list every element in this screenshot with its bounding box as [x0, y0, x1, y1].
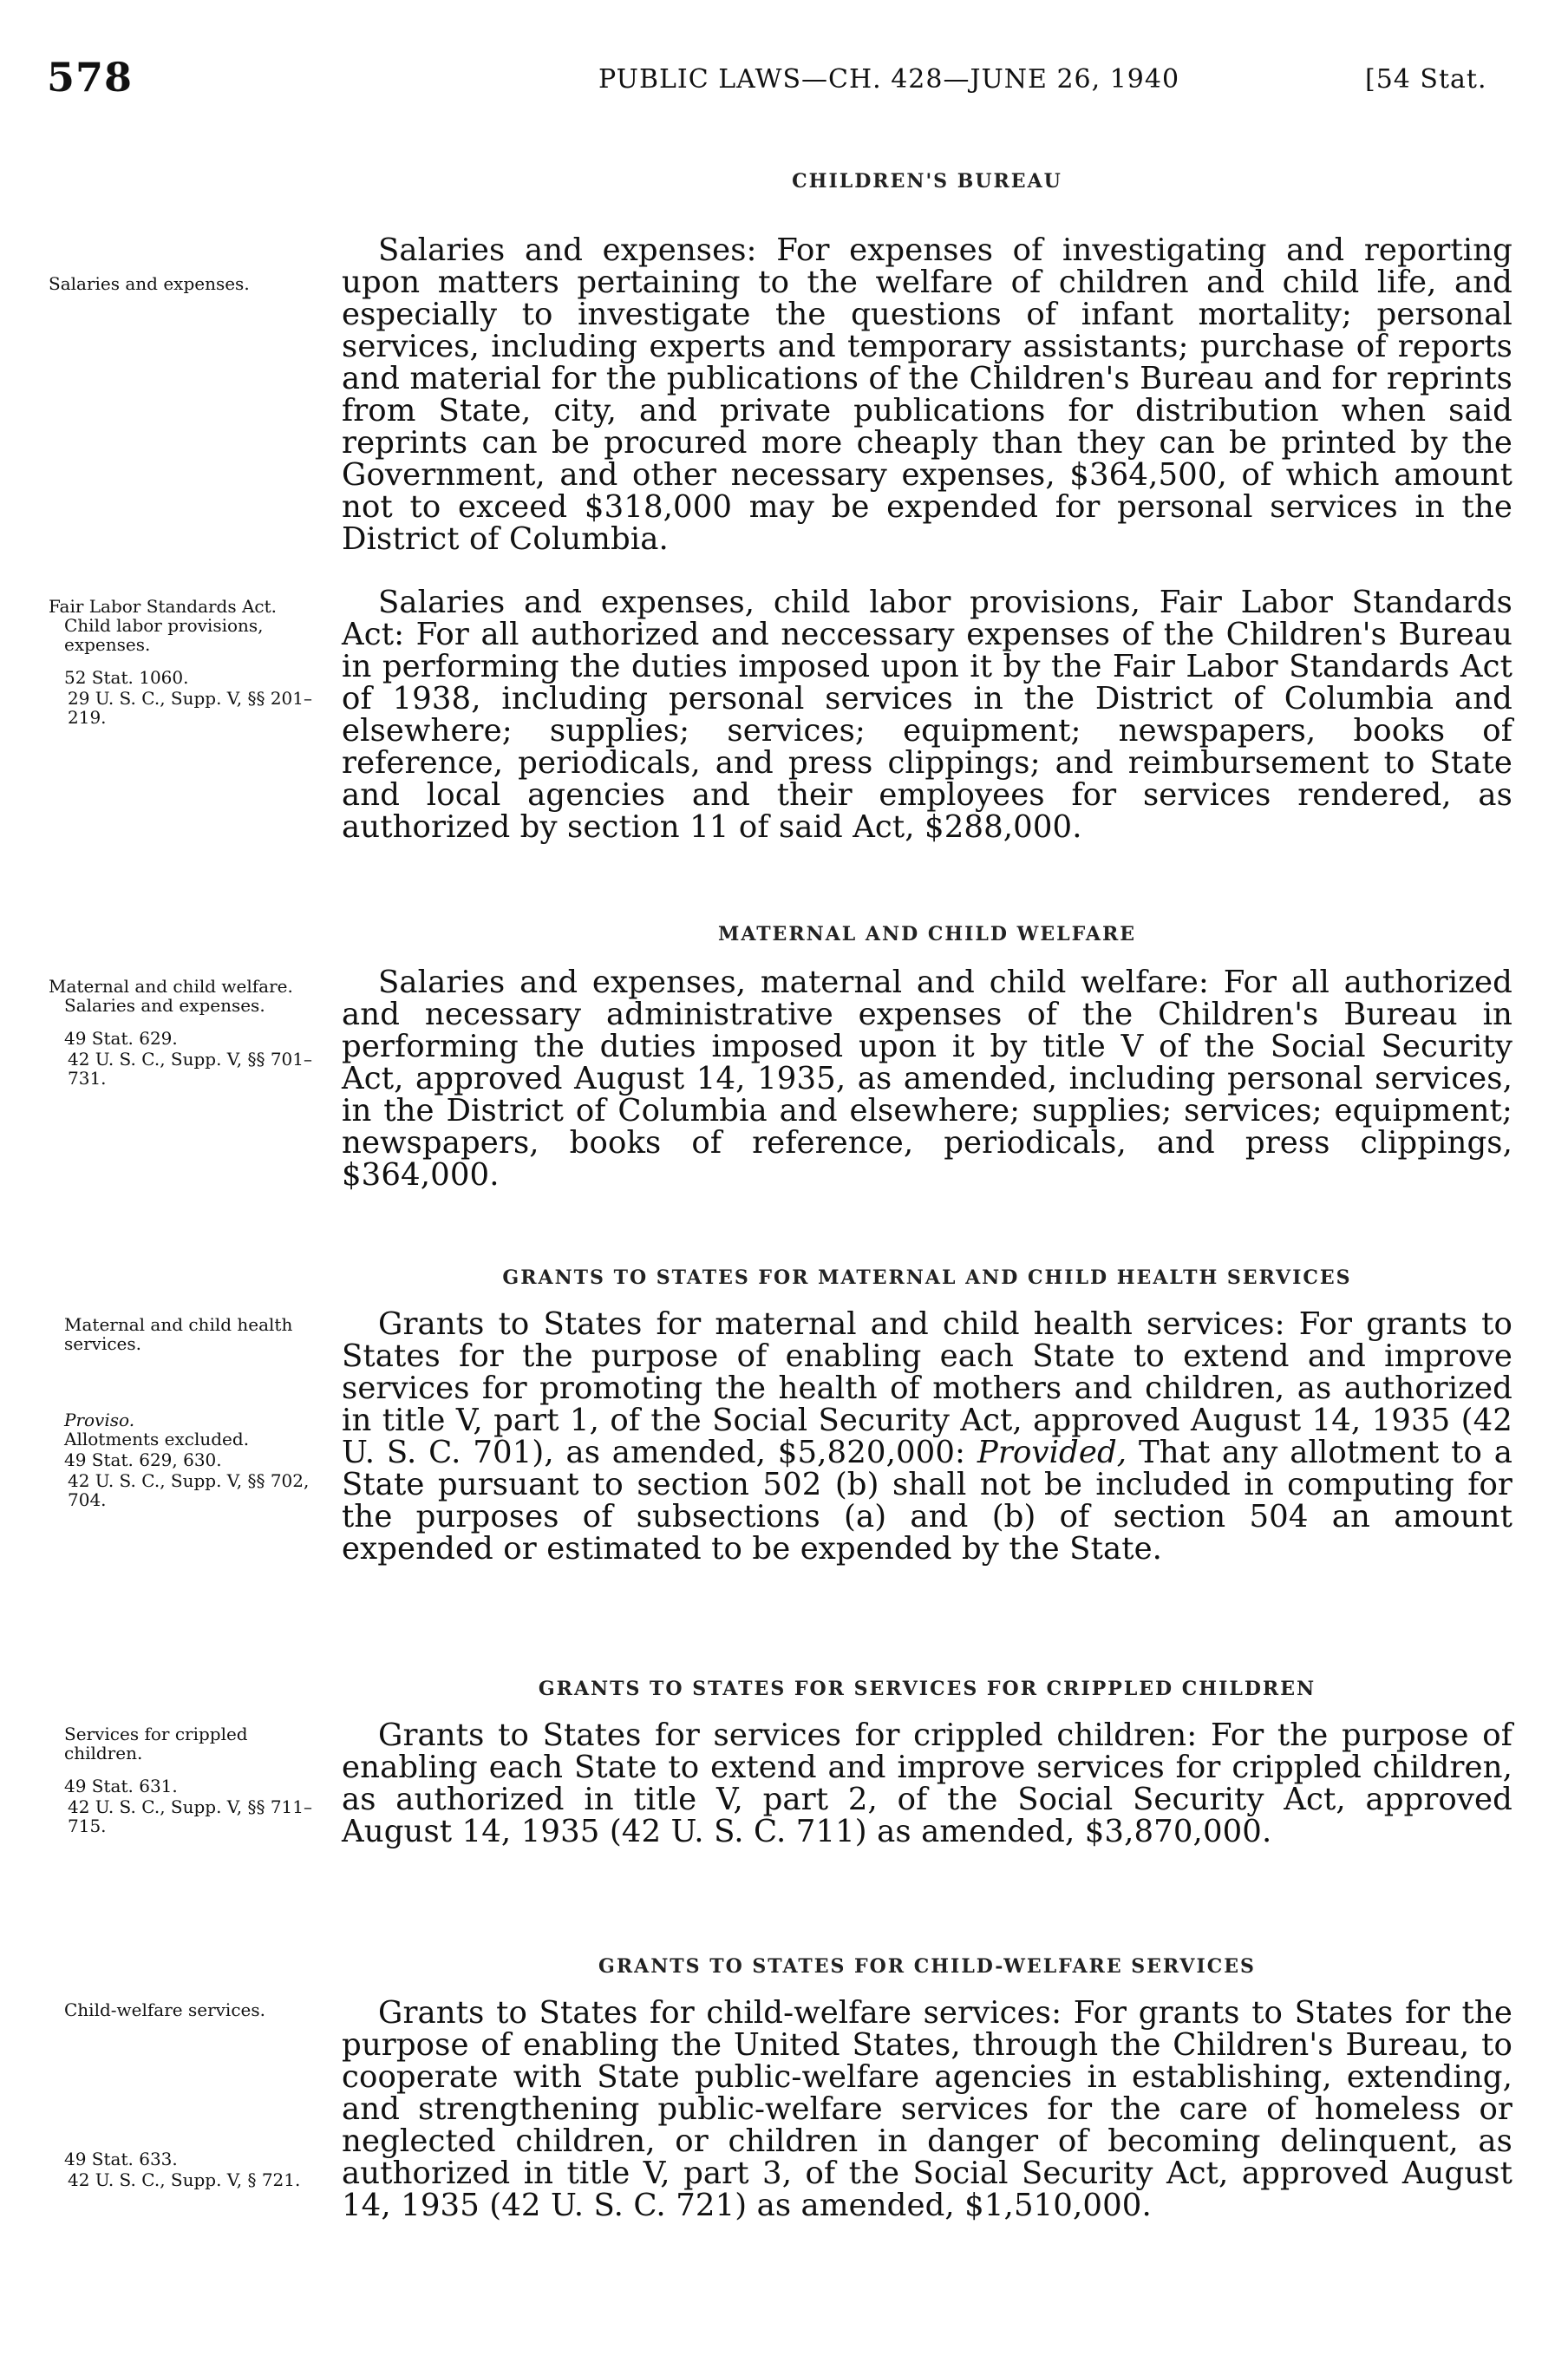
margin-note-child-welfare [49, 2000, 322, 2189]
paragraph-fair-labor: Salaries and expenses, child labor provisions, Fair Labor Standards Act: For all authorized and neccessary expenses of the Children's Bureau in performing the duties imposed upon it by the Fair Labor Standards Act of 1938, including personal services in the District of Columbia and elsewhere; supplies; services; equipment; newspapers, books of reference, periodicals, and press clippings; and reimbursement to State and local agencies and their employees for services rendered, as authorized by section 11 of said Act, $288,000. [342, 585, 1512, 845]
margin-note-fair-labor [49, 597, 322, 727]
margin-note-text: Services for crippled children. [64, 1724, 248, 1763]
margin-note-text: Maternal and child welfare. [49, 976, 293, 997]
page-number: 578 [47, 54, 134, 101]
running-head: PUBLIC LAWS—CH. 428—JUNE 26, 1940 [598, 64, 1180, 95]
margin-note-text: Allotments excluded. [64, 1429, 250, 1449]
heading-childrens-bureau: CHILDREN'S BUREAU [792, 170, 1062, 193]
page-header [0, 54, 1568, 106]
paragraph-text: Grants to States for maternal and child health services: For grants to States for the purpose of enabling each State to extend and improve services for promoting the health of mothers and children, as authorized in title V, part 1, of the Social Security Act, approved August 14, 1935 (42 U. S. C. 701), as amended, $5,820,000: [342, 1306, 1512, 1470]
volume-reference: [54 Stat. [1365, 64, 1487, 95]
margin-note-text: Salaries and expenses. [49, 273, 250, 294]
margin-note-maternal-welfare [49, 977, 322, 1088]
heading-grants-crippled: GRANTS TO STATES FOR SERVICES FOR CRIPPLED CHILDREN [538, 1678, 1316, 1700]
proviso-word: Provided, [977, 1435, 1127, 1470]
heading-grants-child-welfare: GRANTS TO STATES FOR CHILD-WELFARE SERVICES [598, 1955, 1256, 1978]
margin-note-text: Maternal and child health services. [64, 1314, 293, 1354]
margin-note-citation: 52 Stat. 1060. [64, 667, 189, 688]
margin-note-citation: 42 U. S. C., Supp. V, §§ 711–715. [68, 1796, 313, 1836]
margin-note-citation: 29 U. S. C., Supp. V, §§ 201–219. [68, 688, 313, 728]
margin-note-citation: 49 Stat. 629, 630. [64, 1449, 222, 1470]
heading-maternal-child-welfare: MATERNAL AND CHILD WELFARE [717, 923, 1137, 945]
paragraph-grants-crippled: Grants to States for services for crippled children: For the purpose of enabling each State to extend and improve services for crippled children, as authorized in title V, part 2, of the Social Security Act, approved August 14, 1935 (42 U. S. C. 711) as amended, $3,870,000. [342, 1718, 1512, 1849]
margin-note-text: Fair Labor Standards Act. [49, 596, 278, 617]
margin-note-text: Child-welfare services. [64, 1999, 265, 2020]
paragraph-grants-health [342, 1308, 1512, 1565]
margin-note-citation: 49 Stat. 629. [64, 1028, 178, 1049]
paragraph-grants-child-welfare: Grants to States for child-welfare services: For grants to States for the purpose of enabling the United States, through the Children's Bureau, to cooperate with State public-welfare agencies in establishing, extending, and strengthening public-welfare services for the care of homeless or neglected children, or children in danger of becoming delinquent, as authorized in title V, part 3, of the Social Security Act, approved August 14, 1935 (42 U. S. C. 721) as amended, $1,510,000. [342, 1995, 1512, 2223]
margin-note-citation: 49 Stat. 633. [64, 2149, 178, 2169]
margin-note-salaries [49, 274, 322, 293]
margin-note-citation: 49 Stat. 631. [64, 1776, 178, 1796]
margin-note-text: Salaries and expenses. [64, 995, 265, 1016]
paragraph-text: That any allotment to a State pursuant to section 502 (b) shall not be included in computing for the purposes of subsections (a) and (b) of section 504 an amount expended or estimated to be expended by the State. [342, 1435, 1513, 1567]
margin-note-citation: 42 U. S. C., Supp. V, §§ 701–731. [68, 1049, 313, 1089]
margin-note-text: Proviso. [64, 1410, 135, 1430]
margin-note-text: Child labor provisions, expenses. [64, 615, 264, 655]
margin-note-crippled [49, 1724, 322, 1835]
paragraph-salaries-expenses: Salaries and expenses: For expenses of investigating and reporting upon matters pertaining to the welfare of children and child life, and especially to investigate the questions of infant mortality; personal services, including experts and temporary assistants; purchase of reports and material for the publications of the Children's Bureau and for reprints from State, city, and private publications for distribution when said reprints can be procured more cheaply than they can be printed by the Government, and other necessary expenses, $364,500, of which amount not to exceed $318,000 may be expended for personal services in the District of Columbia. [342, 232, 1512, 557]
margin-note-citation: 42 U. S. C., Supp. V, § 721. [68, 2169, 301, 2190]
margin-note-citation: 42 U. S. C., Supp. V, §§ 702, 704. [68, 1470, 310, 1510]
paragraph-maternal-welfare: Salaries and expenses, maternal and child welfare: For all authorized and necessary administrative expenses of the Children's Bureau in performing the duties imposed upon it by title V of the Social Security Act, approved August 14, 1935, as amended, including personal services, in the District of Columbia and elsewhere; supplies; services; equipment; newspapers, books of reference, periodicals, and press clippings, $364,000. [342, 965, 1512, 1193]
heading-grants-health: GRANTS TO STATES FOR MATERNAL AND CHILD HEALTH SERVICES [502, 1266, 1352, 1289]
margin-note-health [49, 1315, 322, 1509]
